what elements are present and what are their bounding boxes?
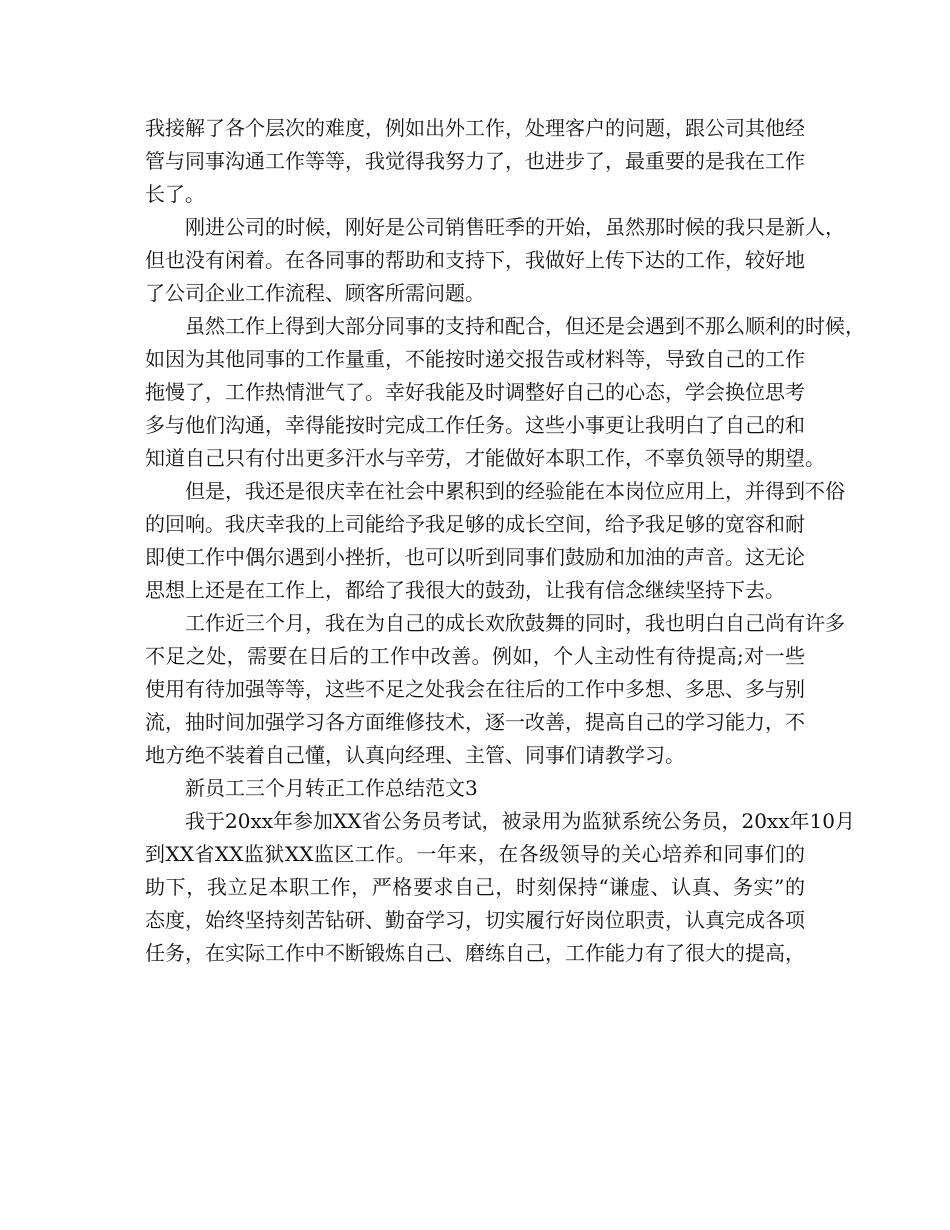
- text-line: 流，抽时间加强学习各方面维修技术，逐一改善，提高自己的学习能力，不: [145, 710, 805, 734]
- paragraph: [145, 112, 805, 211]
- text-line: 到XX省XX监狱XX监区工作。一年来，在各级领导的关心培养和同事们的: [145, 842, 805, 866]
- text-line: 的回响。我庆幸我的上司能给予我足够的成长空间，给予我足够的宽容和耐: [145, 512, 805, 536]
- text-line: 地方绝不装着自己懂，认真向经理、主管、同事们请教学习。: [145, 743, 685, 767]
- text-line: 助下，我立足本职工作，严格要求自己，时刻保持“谦虚、认真、务实”的: [145, 875, 805, 899]
- text-line: 我接解了各个层次的难度，例如出外工作，处理客户的问题，跟公司其他经: [145, 116, 805, 140]
- text-line: 即使工作中偶尔遇到小挫折，也可以听到同事们鼓励和加油的声音。这无论: [145, 545, 805, 569]
- text-line: 了公司企业工作流程、顾客所需问题。: [145, 281, 485, 305]
- document-body: [145, 112, 865, 970]
- text-line: 思想上还是在工作上，都给了我很大的鼓劲，让我有信念继续坚持下去。: [145, 578, 785, 602]
- text-line: 拖慢了，工作热情泄气了。幸好我能及时调整好自己的心态，学会换位思考: [145, 380, 805, 404]
- paragraph: [145, 805, 855, 970]
- text-line: 多与他们沟通，幸得能按时完成工作任务。这些小事更让我明白了自己的和: [145, 413, 805, 437]
- text-line: 任务，在实际工作中不断锻炼自己、磨练自己，工作能力有了很大的提高，: [145, 941, 805, 965]
- paragraph: [145, 310, 865, 475]
- paragraph: [145, 211, 845, 310]
- text-line: 虽然工作上得到大部分同事的支持和配合，但还是会遇到不那么顺利的时候，: [185, 314, 865, 338]
- text-line: 但是，我还是很庆幸在社会中累积到的经验能在本岗位应用上，并得到不俗: [185, 479, 845, 503]
- section-heading-text: 新员工三个月转正工作总结范文3: [185, 776, 478, 800]
- paragraph: [145, 607, 845, 772]
- section-heading: [145, 772, 805, 805]
- text-line: 工作近三个月，我在为自己的成长欢欣鼓舞的同时，我也明白自己尚有许多: [185, 611, 845, 635]
- text-line: 态度，始终坚持刻苦钻研、勤奋学习，切实履行好岗位职责，认真完成各项: [145, 908, 805, 932]
- text-line: 管与同事沟通工作等等，我觉得我努力了，也进步了，最重要的是我在工作: [145, 149, 805, 173]
- text-line: 但也没有闲着。在各同事的帮助和支持下，我做好上传下达的工作，较好地: [145, 248, 805, 272]
- text-line: 如因为其他同事的工作量重，不能按时递交报告或材料等，导致自己的工作: [145, 347, 805, 371]
- text-line: 知道自己只有付出更多汗水与辛劳，才能做好本职工作，不辜负领导的期望。: [145, 446, 825, 470]
- text-line: 我于20xx年参加XX省公务员考试，被录用为监狱系统公务员，20xx年10月: [185, 809, 855, 833]
- text-line: 使用有待加强等等，这些不足之处我会在往后的工作中多想、多思、多与别: [145, 677, 805, 701]
- text-line: 长了。: [145, 182, 205, 206]
- text-line: 不足之处，需要在日后的工作中改善。例如，个人主动性有待提高;对一些: [145, 644, 805, 668]
- paragraph: [145, 475, 845, 607]
- text-line: 刚进公司的时候，刚好是公司销售旺季的开始，虽然那时候的我只是新人，: [185, 215, 845, 239]
